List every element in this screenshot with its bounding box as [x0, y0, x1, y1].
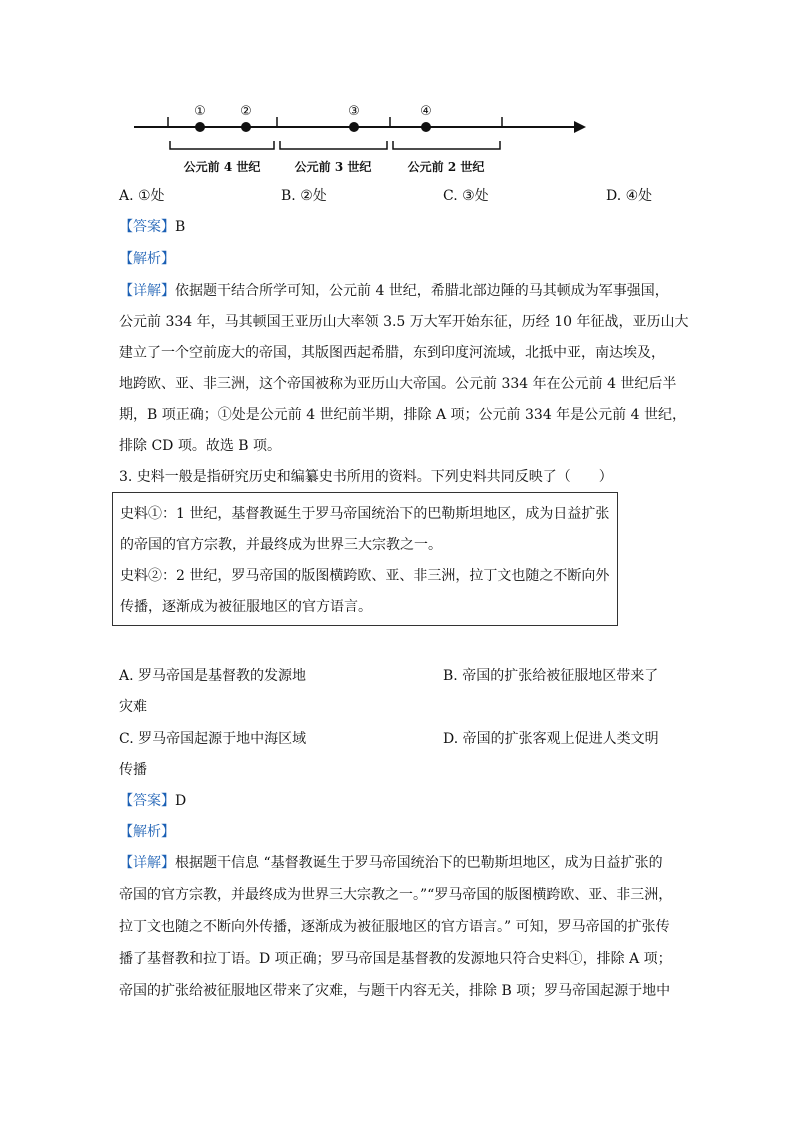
timeline-marker-1: ① [194, 104, 206, 119]
source-line: 的帝国的官方宗教，并最终成为世界三大宗教之一。 [120, 537, 442, 553]
q3-analysis-heading [119, 822, 175, 842]
q2-answer [119, 217, 185, 237]
detail-text: 依据题干结合所学可知，公元前 4 世纪，希腊北部边陲的马其顿成为军事强国， [175, 283, 669, 299]
timeline-point-3 [349, 122, 359, 132]
answer-tag: 【答案】 [119, 219, 175, 235]
q2-detail-line: 地跨欧、亚、非三洲，这个帝国被称为亚历山大帝国。公元前 334 年在公元前 4 世纪后半 [119, 376, 677, 392]
q2-detail-line: 排除 CD 项。故选 B 项。 [119, 438, 282, 454]
timeline-point-4 [421, 122, 431, 132]
timeline-segment-label: 公元前 3 世纪 [294, 160, 372, 174]
q3-option-b-cont: 灾难 [119, 699, 147, 715]
q2-option-a: A. ①处 [119, 188, 165, 204]
timeline-marker-3: ③ [348, 104, 360, 119]
q2-detail-line: 公元前 334 年，马其顿国王亚历山大率领 3.5 万大军开始东征，历经 10 年征战，亚历山大 [119, 314, 689, 330]
timeline-point-2 [241, 122, 251, 132]
q3-detail-line: 帝国的官方宗教，并最终成为世界三大宗教之一。”“罗马帝国的版图横跨欧、亚、非三洲， [119, 887, 673, 903]
q2-analysis-heading [119, 249, 175, 269]
answer-value: D [175, 793, 187, 809]
q3-option-d: D. 帝国的扩张客观上促进人类文明 [443, 731, 659, 747]
q3-option-a: A. 罗马帝国是基督教的发源地 [119, 668, 307, 684]
analysis-tag: 【解析】 [119, 251, 175, 267]
timeline-segment-label: 公元前 4 世纪 [183, 160, 261, 174]
timeline-point-1 [195, 122, 205, 132]
timeline-arrowhead [574, 121, 586, 133]
source-line: 史料②：2 世纪，罗马帝国的版图横跨欧、亚、非三洲，拉丁文也随之不断向外 [120, 568, 610, 584]
answer-value: B [175, 219, 186, 235]
q3-detail-line [119, 853, 663, 873]
q3-stem: 3. 史料一般是指研究历史和编纂史书所用的资料。下列史料共同反映了（ ） [119, 469, 613, 485]
timeline-bracket [280, 141, 387, 149]
q3-answer [119, 791, 186, 811]
q3-detail-line: 播了基督教和拉丁语。D 项正确；罗马帝国是基督教的发源地只符合史料①，排除 A 项； [119, 951, 672, 967]
detail-text: 根据题干信息 “基督教诞生于罗马帝国统治下的巴勒斯坦地区，成为日益扩张的 [175, 855, 663, 871]
q3-detail-line: 拉丁文也随之不断向外传播，逐渐成为被征服地区的官方语言。” 可知，罗马帝国的扩张传 [119, 919, 670, 935]
q3-option-d-cont: 传播 [119, 762, 147, 778]
q2-detail-line: 建立了一个空前庞大的帝国，其版图西起希腊，东到印度河流域，北抵中亚，南达埃及， [119, 345, 665, 361]
analysis-tag: 【解析】 [119, 824, 175, 840]
timeline-bracket [170, 141, 274, 149]
source-line: 传播，逐渐成为被征服地区的官方语言。 [120, 599, 372, 615]
q3-option-b: B. 帝国的扩张给被征服地区带来了 [443, 668, 659, 684]
timeline-marker-4: ④ [420, 104, 432, 119]
q2-option-b: B. ②处 [281, 188, 327, 204]
answer-tag: 【答案】 [119, 793, 175, 809]
q2-detail-line: 期，B 项正确；①处是公元前 4 世纪前半期，排除 A 项；公元前 334 年是公元前 4 世纪， [119, 407, 686, 423]
q3-source-box [112, 492, 618, 626]
timeline-segment-label: 公元前 2 世纪 [407, 160, 485, 174]
q2-option-c: C. ③处 [443, 188, 489, 204]
timeline-figure [0, 0, 794, 180]
timeline-bracket [393, 141, 500, 149]
q2-option-d: D. ④处 [606, 188, 653, 204]
detail-tag: 【详解】 [119, 855, 175, 871]
detail-tag: 【详解】 [119, 283, 175, 299]
q2-detail-line [119, 281, 669, 301]
source-line: 史料①：1 世纪，基督教诞生于罗马帝国统治下的巴勒斯坦地区，成为日益扩张 [120, 506, 610, 522]
timeline-marker-2: ② [240, 104, 252, 119]
q3-detail-line: 帝国的扩张给被征服地区带来了灾难，与题干内容无关，排除 B 项；罗马帝国起源于地中 [119, 983, 671, 999]
q3-option-c: C. 罗马帝国起源于地中海区域 [119, 731, 307, 747]
